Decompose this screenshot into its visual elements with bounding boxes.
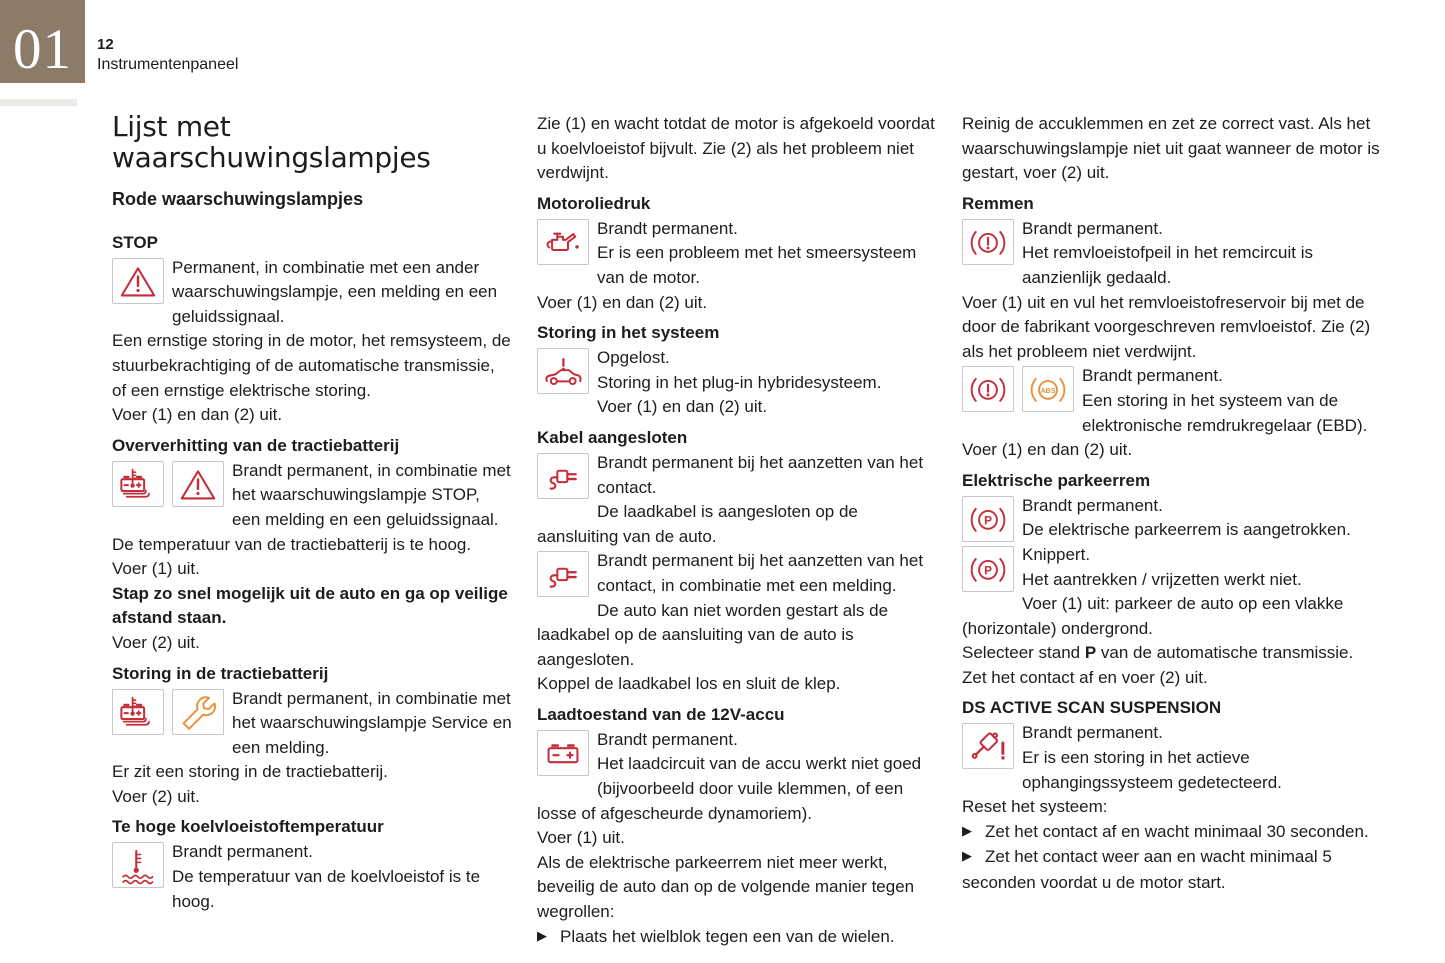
paragraph: Stap zo snel mogelijk uit de auto en ga op veilige afstand staan. bbox=[112, 583, 508, 628]
warning-title: DS ACTIVE SCAN SUSPENSION bbox=[962, 698, 1222, 718]
warning-title: Oververhitting van de tractiebatterij bbox=[112, 435, 400, 455]
warning-description: Brandt permanent bij het aanzetten van het contact, in combinatie met een melding. bbox=[597, 551, 924, 595]
warning-description: Brandt permanent, in combinatie met het waarschuwingslampje Service en een melding. bbox=[232, 688, 512, 757]
paragraph: Zet het contact af en voer (2) uit. bbox=[962, 667, 1208, 687]
warning-triangle-icon bbox=[112, 258, 164, 304]
svg-text:P: P bbox=[984, 562, 992, 577]
instruction-bullet: ▶ Plaats het wielblok tegen een van de wielen. bbox=[537, 926, 895, 946]
paragraph: Voer (1) en dan (2) uit. bbox=[112, 405, 283, 425]
coolant-temperature-icon bbox=[112, 842, 164, 888]
paragraph: Voer (1) en dan (2) uit. bbox=[537, 292, 708, 312]
warning-entry bbox=[112, 840, 512, 914]
paragraph: Voer (1) uit en vul het remvloeistofreservoir bij met de door de fabrikant voorgeschreven remvloeistof. Zie (2) als het probleem niet verdwijnt. bbox=[962, 292, 1371, 361]
instruction-bullet: ▶ Zet het contact weer aan en wacht minimaal 5 seconden voordat u de motor start. bbox=[962, 847, 1332, 893]
arrow-bullet-icon: ▶ bbox=[537, 927, 547, 943]
paragraph: De temperatuur van de tractiebatterij is te hoog. bbox=[112, 534, 472, 554]
warning-description: Brandt permanent. De temperatuur van de koelvloeistof is te hoog. bbox=[172, 842, 481, 911]
warning-title: Laadtoestand van de 12V-accu bbox=[537, 704, 785, 724]
group-title: Rode waarschuwingslampjes bbox=[112, 188, 364, 209]
paragraph: Voer (2) uit. bbox=[112, 632, 200, 652]
paragraph: Reset het systeem: bbox=[962, 797, 1108, 817]
suspension-icon bbox=[962, 723, 1014, 769]
warning-entry bbox=[962, 364, 1392, 438]
warning-entry bbox=[112, 459, 512, 533]
warning-entry bbox=[112, 687, 512, 761]
paragraph: Er zit een storing in de tractiebatterij. bbox=[112, 762, 388, 782]
paragraph: Een ernstige storing in de motor, het remsysteem, de stuurbekrachtiging of de automatische transmissie, of een ernstige elektrische storing. bbox=[112, 331, 511, 400]
chapter-number-badge bbox=[0, 0, 85, 83]
battery-temperature-icon bbox=[112, 461, 164, 507]
paragraph: Voer (1) uit. bbox=[537, 828, 625, 848]
paragraph: Selecteer stand P van de automatische transmissie. bbox=[962, 643, 1354, 663]
arrow-bullet-icon: ▶ bbox=[962, 822, 972, 838]
warning-entry bbox=[962, 543, 1392, 592]
warning-title: Elektrische parkeerrem bbox=[962, 470, 1151, 490]
paragraph: Voer (1) en dan (2) uit. bbox=[962, 440, 1133, 460]
page-number: 12 bbox=[97, 36, 114, 53]
svg-text:P: P bbox=[984, 512, 992, 527]
warning-description: Brandt permanent. Een storing in het systeem van de elektronische remdrukregelaar (EBD). bbox=[1082, 366, 1368, 435]
warning-entry bbox=[112, 256, 512, 330]
brake-warning-icon bbox=[962, 366, 1014, 412]
warning-title: Motoroliedruk bbox=[537, 193, 651, 213]
arrow-bullet-icon: ▶ bbox=[962, 848, 972, 864]
battery-12v-icon bbox=[537, 730, 589, 776]
oil-pressure-icon bbox=[537, 219, 589, 265]
paragraph: Reinig de accuklemmen en zet ze correct vast. Als het waarschuwingslampje niet uit gaat wanneer de motor is gestart, voer (2) uit. bbox=[962, 114, 1380, 183]
warning-description: Brandt permanent. De elektrische parkeerrem is aangetrokken. bbox=[1022, 495, 1351, 540]
warning-description: Brandt permanent. Er is een probleem met het smeersysteem van de motor. bbox=[597, 218, 917, 287]
brake-warning-icon bbox=[962, 219, 1014, 265]
chapter-number: 01 bbox=[13, 18, 72, 81]
column-2 bbox=[537, 112, 937, 950]
abs-icon bbox=[1022, 366, 1074, 412]
parking-brake-icon bbox=[962, 496, 1014, 542]
paragraph: Voer (2) uit. bbox=[112, 786, 200, 806]
warning-triangle-icon bbox=[172, 461, 224, 507]
paragraph: Koppel de laadkabel los en sluit de klep. bbox=[537, 674, 841, 694]
warning-description: Brandt permanent, in combinatie met het waarschuwingslampje STOP, een melding en een geluidssignaal. bbox=[232, 460, 511, 529]
warning-entry bbox=[962, 721, 1392, 795]
column-3 bbox=[962, 112, 1392, 950]
warning-entry bbox=[537, 728, 937, 826]
warning-description: Permanent, in combinatie met een ander waarschuwingslampje, een melding en een geluidssignaal. bbox=[172, 257, 498, 326]
charging-cable-icon bbox=[537, 453, 589, 499]
paragraph: Zie (1) en wacht totdat de motor is afgekoeld voordat u koelvloeistof bijvult. Zie (2) als het probleem niet verdwijnt. bbox=[537, 114, 935, 183]
battery-temperature-icon bbox=[112, 689, 164, 735]
warning-description: Brandt permanent. Het laadcircuit van de accu werkt niet goed (bijvoorbeeld door vuile klemmen, of een losse of afgescheurde dynamoriem). bbox=[537, 729, 922, 823]
warning-entry bbox=[962, 494, 1392, 543]
warning-description: Knippert. Het aantrekken / vrijzetten werkt niet. bbox=[1022, 544, 1302, 589]
warning-title: Kabel aangesloten bbox=[537, 427, 688, 447]
parking-brake-icon bbox=[962, 546, 1014, 592]
hybrid-system-fault-icon bbox=[537, 348, 589, 394]
warning-title: STOP bbox=[112, 232, 158, 252]
chapter-title: Instrumentenpaneel bbox=[97, 56, 239, 73]
paragraph: Voer (1) uit. bbox=[112, 559, 200, 579]
paragraph: De auto kan niet worden gestart als de laadkabel op de aansluiting van de auto is aangesloten. bbox=[537, 600, 889, 669]
wrench-icon bbox=[172, 689, 224, 735]
warning-description: Brandt permanent bij het aanzetten van het contact. bbox=[597, 452, 924, 497]
warning-description: Opgelost. Storing in het plug-in hybridesysteem. bbox=[597, 348, 882, 392]
paragraph: De laadkabel is aangesloten op de aansluiting van de auto. bbox=[537, 502, 858, 546]
warning-title: Storing in het systeem bbox=[537, 323, 720, 343]
warning-title: Remmen bbox=[962, 193, 1034, 213]
warning-entry bbox=[537, 451, 937, 500]
instruction-bullet: ▶ Zet het contact af en wacht minimaal 30 seconden. bbox=[962, 821, 1369, 841]
paragraph: Als de elektrische parkeerrem niet meer werkt, beveilig de auto dan op de volgende manier tegen wegrollen: bbox=[537, 852, 915, 922]
warning-entry bbox=[962, 217, 1392, 291]
warning-entry bbox=[537, 217, 937, 291]
column-1 bbox=[112, 112, 512, 950]
header-rule bbox=[0, 99, 77, 106]
svg-text:ABS: ABS bbox=[1040, 388, 1056, 396]
charging-cable-icon bbox=[537, 551, 589, 597]
page-title: Lijst met waarschuwingslampjes bbox=[112, 110, 431, 174]
warning-entry bbox=[537, 346, 937, 395]
warning-title: Storing in de tractiebatterij bbox=[112, 663, 329, 683]
paragraph: Voer (1) uit: parkeer de auto op een vlakke (horizontale) ondergrond. bbox=[962, 594, 1344, 638]
warning-description: Brandt permanent. Het remvloeistofpeil in het remcircuit is aanzienlijk gedaald. bbox=[1022, 218, 1313, 287]
paragraph: Voer (1) en dan (2) uit. bbox=[597, 397, 768, 417]
warning-description: Brandt permanent. Er is een storing in het actieve ophangingssysteem gedetecteerd. bbox=[1022, 723, 1282, 792]
warning-entry bbox=[537, 549, 937, 598]
content-columns bbox=[112, 112, 1392, 950]
warning-title: Te hoge koelvloeistoftemperatuur bbox=[112, 817, 384, 837]
